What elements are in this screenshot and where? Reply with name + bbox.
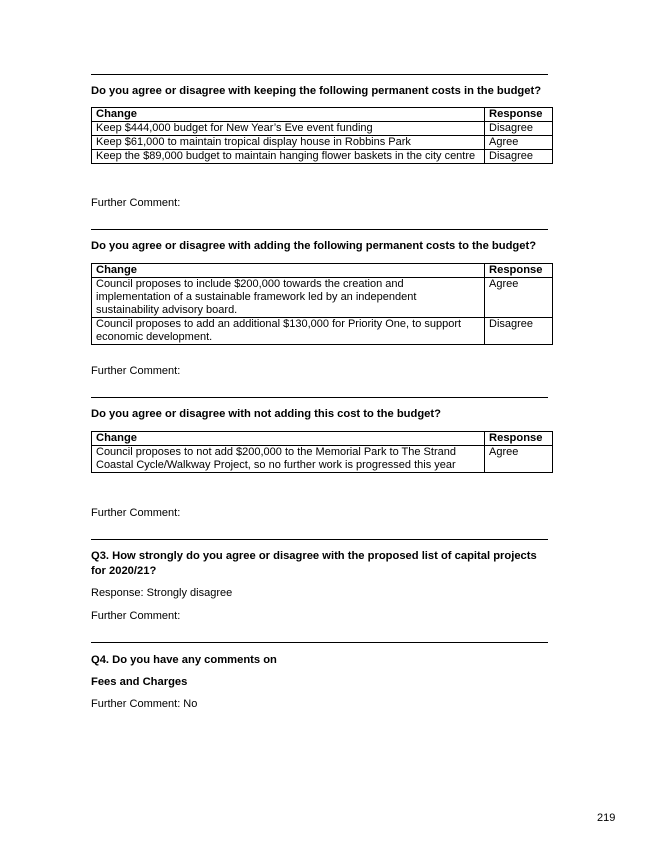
section-divider <box>91 74 548 75</box>
section2-table <box>91 263 553 345</box>
header-response: Response <box>485 108 553 122</box>
change-cell: Keep the $89,000 budget to maintain hanging flower baskets in the city centre <box>92 150 485 164</box>
header-change: Change <box>92 264 485 278</box>
change-cell: Keep $61,000 to maintain tropical display house in Robbins Park <box>92 136 485 150</box>
section-divider <box>91 539 548 540</box>
table-row <box>92 136 553 150</box>
q4-subheading: Fees and Charges <box>91 676 188 688</box>
table-row <box>92 318 553 345</box>
change-cell: Council proposes to add an additional $130,000 for Priority One, to support economic development. <box>92 318 485 345</box>
section3-further-comment: Further Comment: <box>91 507 181 519</box>
q3-response: Response: Strongly disagree <box>91 587 233 599</box>
q3-question-line2: for 2020/21? <box>91 565 157 577</box>
response-cell: Disagree <box>485 150 553 164</box>
table-row <box>92 278 553 318</box>
section2-further-comment: Further Comment: <box>91 365 181 377</box>
header-change: Change <box>92 432 485 446</box>
q3-question-line1: Q3. How strongly do you agree or disagree with the proposed list of capital projects <box>91 550 537 562</box>
table-row <box>92 446 553 473</box>
table-row <box>92 122 553 136</box>
response-cell: Disagree <box>485 318 553 345</box>
header-change: Change <box>92 108 485 122</box>
response-cell: Agree <box>485 278 553 318</box>
section3-table <box>91 431 553 473</box>
section1-further-comment: Further Comment: <box>91 197 181 209</box>
table-header-row <box>92 264 553 278</box>
table-header-row <box>92 108 553 122</box>
page-number: 219 <box>597 812 616 824</box>
section-divider <box>91 229 548 230</box>
header-response: Response <box>485 432 553 446</box>
section1-table <box>91 107 553 164</box>
q4-question: Q4. Do you have any comments on <box>91 654 277 666</box>
section2-question: Do you agree or disagree with adding the following permanent costs to the budget? <box>91 240 537 252</box>
header-response: Response <box>485 264 553 278</box>
response-cell: Disagree <box>485 122 553 136</box>
change-cell: Council proposes to not add $200,000 to the Memorial Park to The Strand Coastal Cycle/Walkway Project, so no further work is progressed this year <box>92 446 485 473</box>
response-cell: Agree <box>485 136 553 150</box>
change-cell: Keep $444,000 budget for New Year’s Eve event funding <box>92 122 485 136</box>
table-row <box>92 150 553 164</box>
q3-further-comment: Further Comment: <box>91 610 181 622</box>
section-divider <box>91 642 548 643</box>
q4-further-comment: Further Comment: No <box>91 698 198 710</box>
response-cell: Agree <box>485 446 553 473</box>
section1-question: Do you agree or disagree with keeping the following permanent costs in the budget? <box>91 85 542 97</box>
change-cell: Council proposes to include $200,000 towards the creation and implementation of a sustainable framework led by an independent sustainability advisory board. <box>92 278 485 318</box>
section-divider <box>91 397 548 398</box>
section3-question: Do you agree or disagree with not adding this cost to the budget? <box>91 408 441 420</box>
table-header-row <box>92 432 553 446</box>
